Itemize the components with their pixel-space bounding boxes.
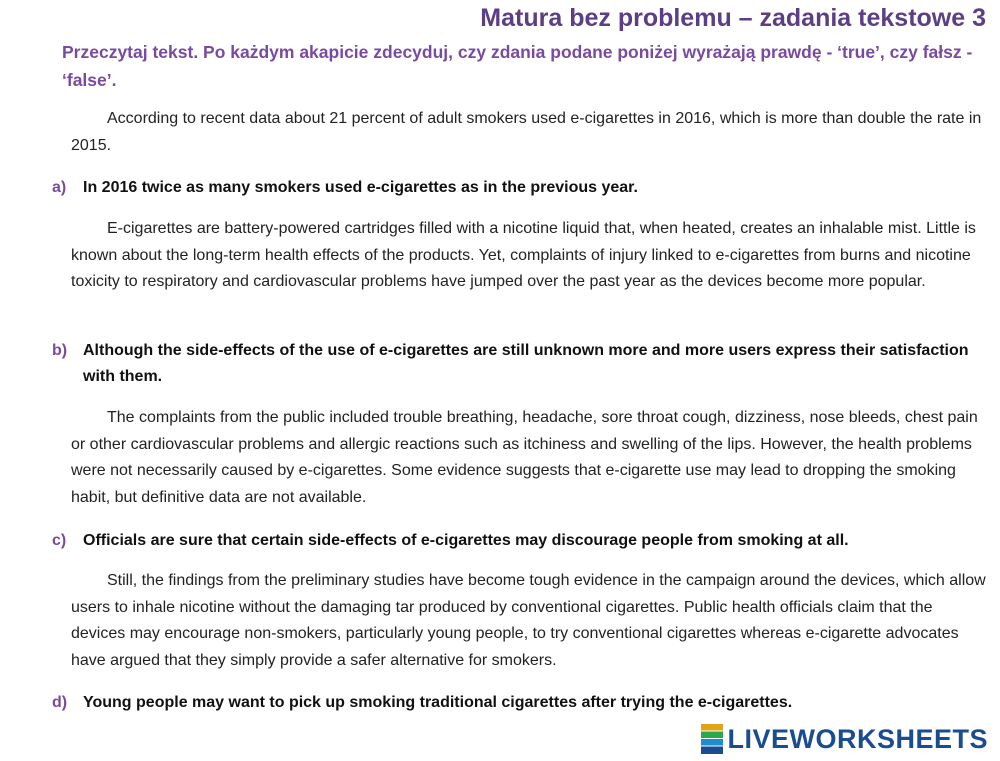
question-letter: b) (52, 342, 68, 359)
page-title: Matura bez problemu – zadania tekstowe 3 (480, 4, 986, 32)
question-text: In 2016 twice as many smokers used e-cigarettes as in the previous year. (83, 179, 638, 196)
question-text: Although the side-effects of the use of e-cigarettes are still unknown more and more users express their satisfaction with them. (83, 342, 969, 385)
question-text: Officials are sure that certain side-effects of e-cigarettes may discourage people from smoking at all. (83, 532, 849, 549)
liveworksheets-logo (701, 724, 988, 754)
paragraph-4: Still, the findings from the preliminary studies have become tough evidence in the campaign around the devices, which allow users to inhale nicotine without the damaging tar produced by conventional cigarettes. Public health officials claim that the devices may encourage non-smokers, particularly young people, to try conventional cigarettes whereas e-cigarette advocates have argued that they simply provide a safer alternative for smokers. (71, 572, 986, 669)
paragraph-3: The complaints from the public included trouble breathing, headache, sore throat cough, dizziness, nose bleeds, chest pain or other cardiovascular problems and allergic reactions such as itchiness and swelling of the lips. However, the health problems were not necessarily caused by e-cigarettes. Some evidence suggests that e-cigarette use may lead to dropping the smoking habit, but definitive data are not available. (71, 409, 978, 506)
question-d[interactable] (52, 690, 987, 716)
liveworksheets-mark-icon (701, 724, 723, 754)
question-b[interactable] (52, 338, 987, 390)
question-letter: c) (52, 532, 67, 549)
paragraph-1: According to recent data about 21 percent of adult smokers used e-cigarettes in 2016, which is more than double the rate in 2015. (71, 110, 982, 154)
question-text: Young people may want to pick up smoking traditional cigarettes after trying the e-cigarettes. (83, 694, 793, 711)
question-a[interactable] (52, 175, 987, 201)
question-letter: d) (52, 694, 68, 711)
instructions: Przeczytaj tekst. Po każdym akapicie zdecyduj, czy zdania podane poniżej wyrażają prawdę - ‘true’, czy fałsz - ‘false’. (62, 42, 973, 90)
logo-text: LIVEWORKSHEETS (727, 724, 988, 754)
question-letter: a) (52, 179, 67, 196)
paragraph-2: E-cigarettes are battery-powered cartridges filled with a nicotine liquid that, when heated, creates an inhalable mist. Little is known about the long-term health effects of the products. Yet, complaints of injury linked to e-cigarettes from burns and nicotine toxicity to respiratory and cardiovascular problems have jumped over the past year as the devices become more popular. (71, 220, 976, 290)
question-c[interactable] (52, 528, 987, 554)
